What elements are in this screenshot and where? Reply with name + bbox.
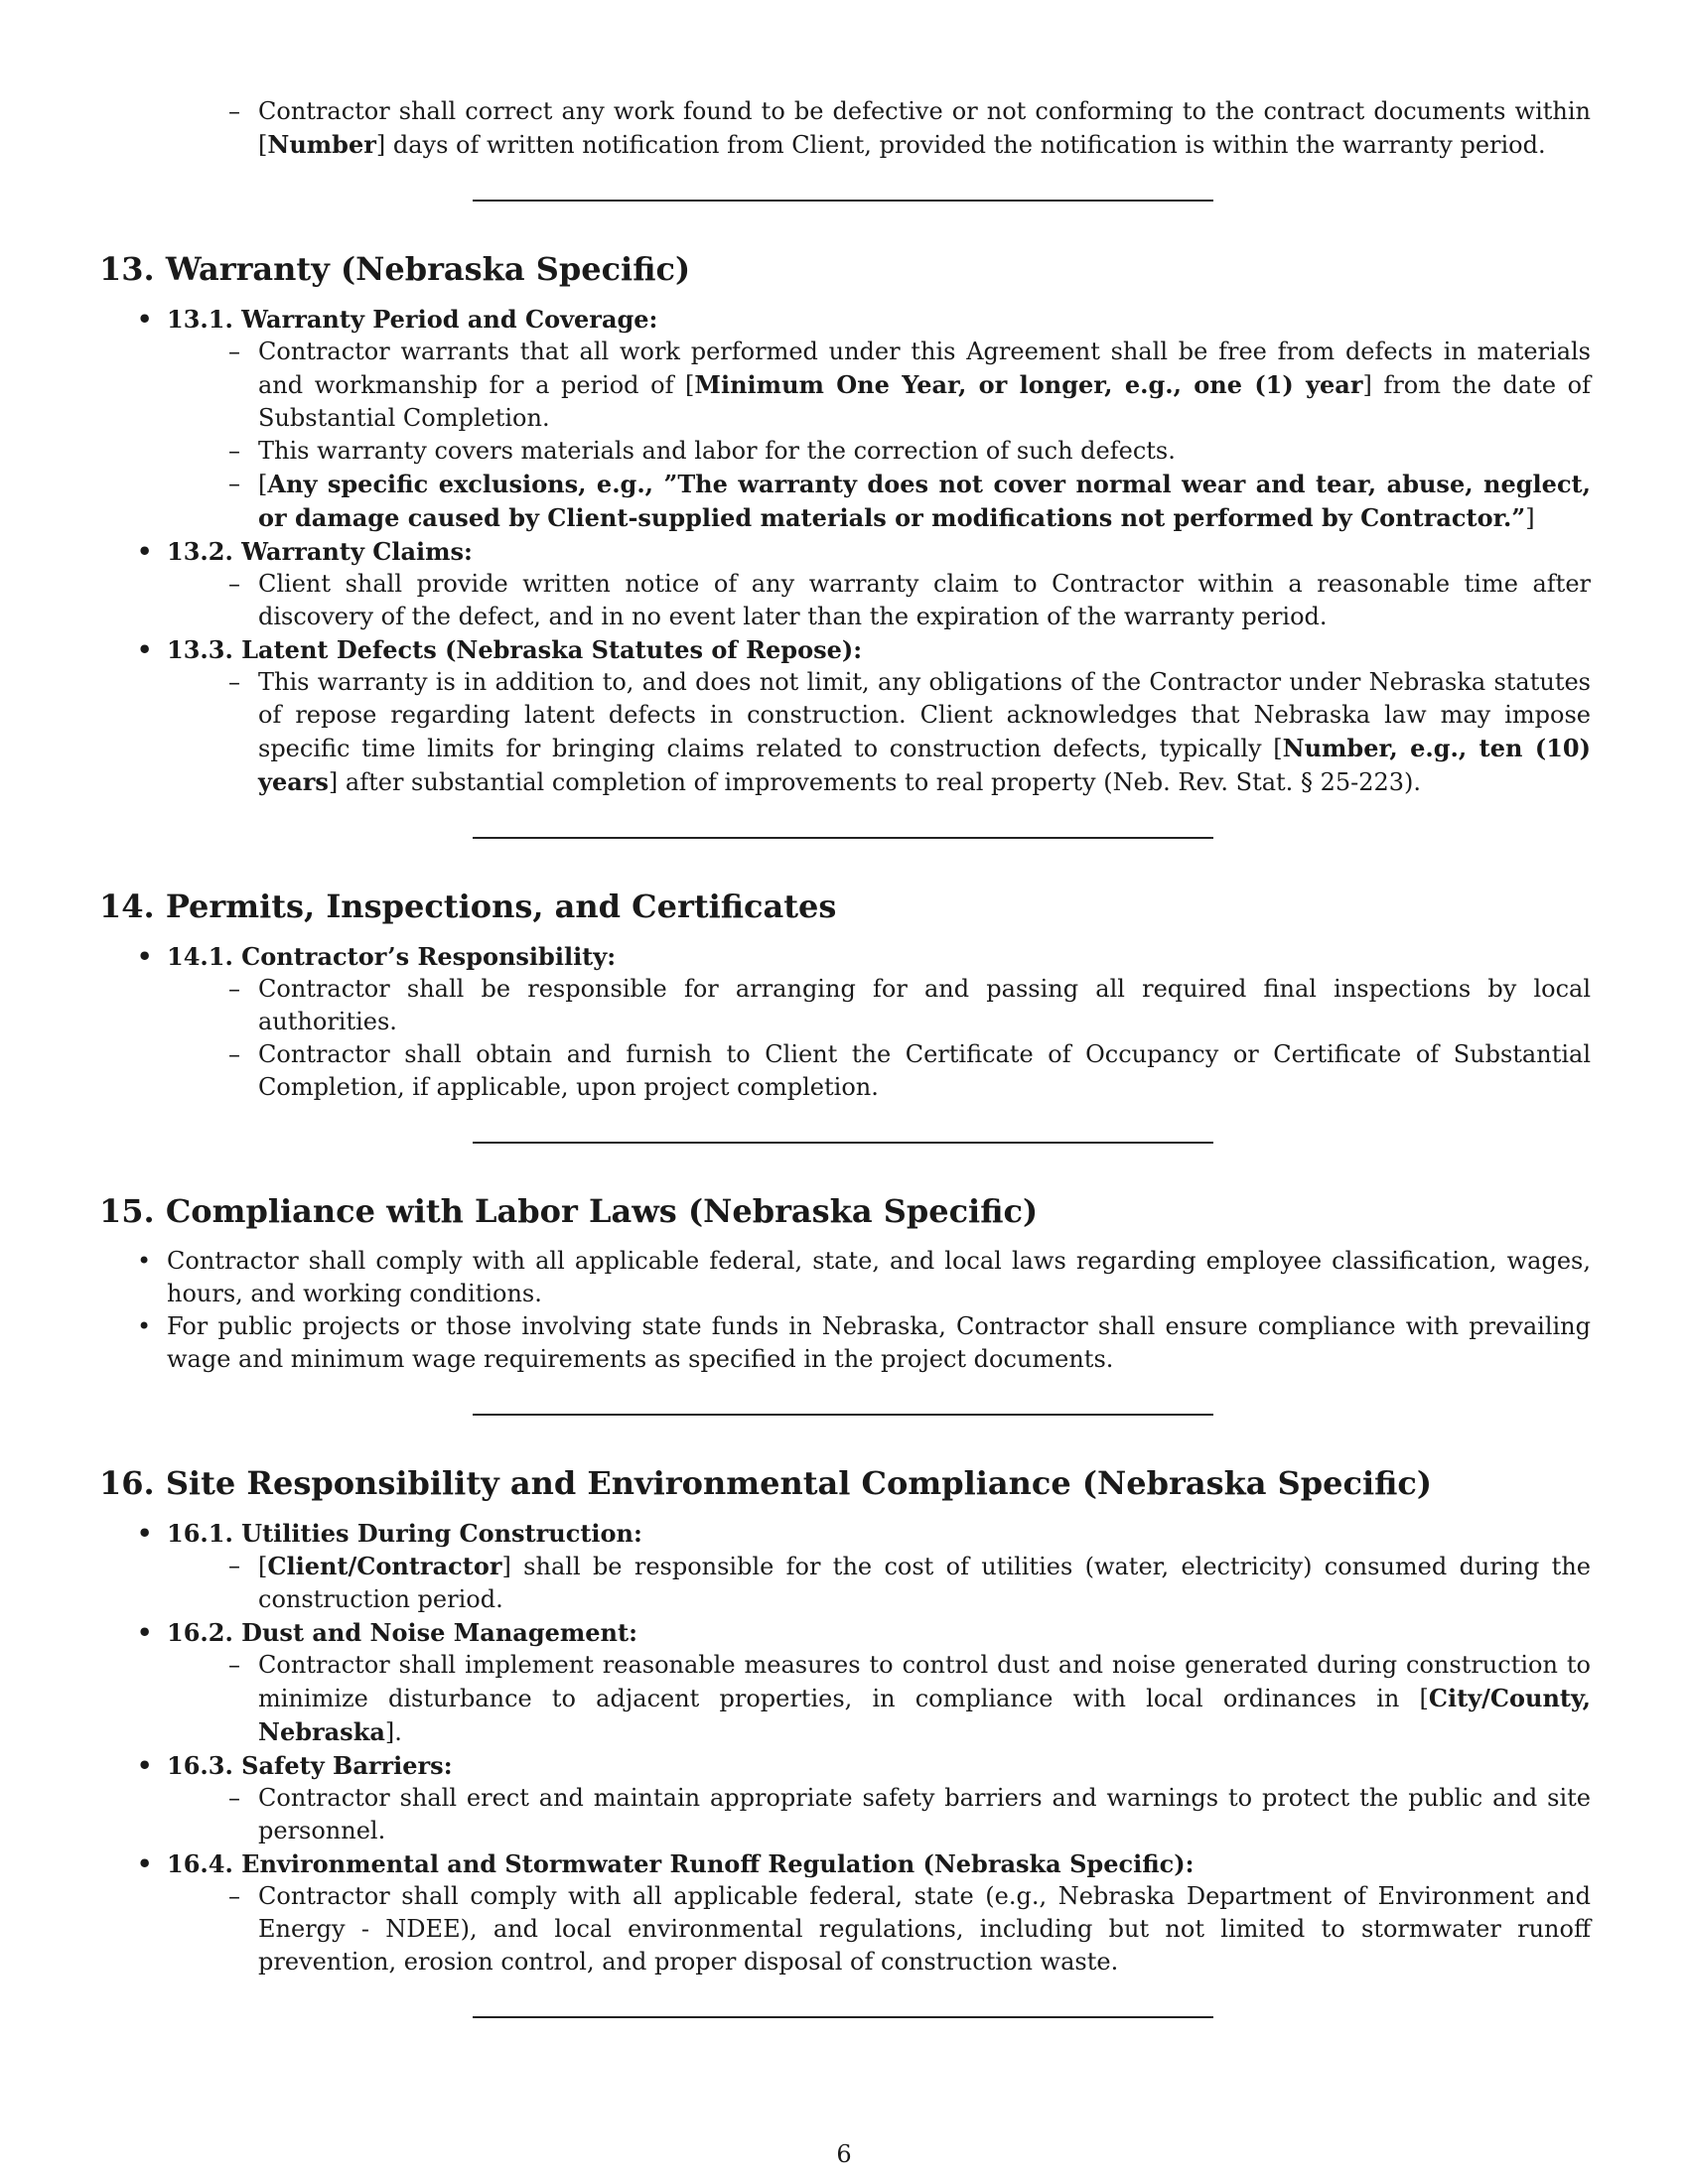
- certificate-clause: – Contractor shall obtain and furnish to Client the Certificate of Occupancy or Certificate of Substantial Completion, if applicable, upon project completion.: [228, 1038, 1591, 1104]
- latent-defects-clause: – This warranty is in addition to, and does not limit, any obligations of the Contractor under Nebraska statutes of repose regarding latent defects in construction. Client acknowledges that Nebraska law may impose specific time limits for bringing claims related to construction defects, typically [Number, e.g., ten (10) years] after substantial completion of improvements to real property (Neb. Rev. Stat. § 25-223).: [228, 666, 1591, 799]
- subsection-13-2-heading: • 13.2. Warranty Claims:: [137, 535, 1591, 568]
- subsection-16-3-heading: • 16.3. Safety Barriers:: [137, 1749, 1591, 1782]
- subsection-16-1-heading: • 16.1. Utilities During Construction:: [137, 1517, 1591, 1550]
- warranty-coverage-clause: – This warranty covers materials and labor for the correction of such defects.: [228, 435, 1591, 468]
- section-16-heading: 16. Site Responsibility and Environmental Compliance (Nebraska Specific): [99, 1464, 1433, 1502]
- subsection-16-2-heading: • 16.2. Dust and Noise Management:: [137, 1616, 1591, 1649]
- labor-laws-clause: • Contractor shall comply with all applicable federal, state, and local laws regarding employee classification, wages, hours, and working conditions.: [137, 1245, 1591, 1310]
- section-13-heading: 13. Warranty (Nebraska Specific): [99, 250, 691, 288]
- section-divider: [473, 837, 1213, 839]
- warranty-exclusions-clause: – [Any specific exclusions, e.g., ”The warranty does not cover normal wear and tear, abuse, neglect, or damage caused by Client-supplied materials or modifications not performed by Contractor.”]: [228, 468, 1591, 535]
- inspections-clause: – Contractor shall be responsible for arranging for and passing all required final inspections by local authorities.: [228, 973, 1591, 1038]
- subsection-14-1-heading: • 14.1. Contractor’s Responsibility:: [137, 940, 1591, 973]
- page-number: 6: [836, 2140, 852, 2168]
- section-divider: [473, 1414, 1213, 1416]
- section-divider: [473, 1142, 1213, 1144]
- dust-noise-clause: – Contractor shall implement reasonable measures to control dust and noise generated during construction to minimize disturbance to adjacent properties, in compliance with local ordinances in [City/County, Nebraska].: [228, 1649, 1591, 1749]
- warranty-claims-clause: – Client shall provide written notice of any warranty claim to Contractor within a reasonable time after discovery of the defect, and in no event later than the expiration of the warranty period.: [228, 568, 1591, 633]
- subsection-13-3-heading: • 13.3. Latent Defects (Nebraska Statutes of Repose):: [137, 633, 1591, 666]
- environmental-clause: – Contractor shall comply with all applicable federal, state (e.g., Nebraska Department of Environment and Energy - NDEE), and local environmental regulations, including but not limited to stormwater runoff prevention, erosion control, and proper disposal of construction waste.: [228, 1880, 1591, 1979]
- prevailing-wage-clause: • For public projects or those involving state funds in Nebraska, Contractor shall ensure compliance with prevailing wage and minimum wage requirements as specified in the project documents.: [137, 1310, 1591, 1376]
- subsection-13-1-heading: • 13.1. Warranty Period and Coverage:: [137, 303, 1591, 336]
- section-divider: [473, 2016, 1213, 2018]
- utilities-clause: – [Client/Contractor] shall be responsible for the cost of utilities (water, electricity) consumed during the construction period.: [228, 1550, 1591, 1616]
- section-14-heading: 14. Permits, Inspections, and Certificates: [99, 887, 837, 925]
- safety-barriers-clause: – Contractor shall erect and maintain appropriate safety barriers and warnings to protect the public and site personnel.: [228, 1782, 1591, 1847]
- section-15-heading: 15. Compliance with Labor Laws (Nebraska Specific): [99, 1192, 1039, 1230]
- page-content: [99, 95, 1591, 2018]
- section-divider: [473, 200, 1213, 202]
- warranty-period-clause: – Contractor warrants that all work performed under this Agreement shall be free from defects in materials and workmanship for a period of [Minimum One Year, or longer, e.g., one (1) year] from the date of Substantial Completion.: [228, 336, 1591, 435]
- intro-correction-clause: – Contractor shall correct any work found to be defective or not conforming to the contract documents within [Number] days of written notification from Client, provided the notification is within the warranty period.: [228, 95, 1591, 162]
- subsection-16-4-heading: • 16.4. Environmental and Stormwater Runoff Regulation (Nebraska Specific):: [137, 1847, 1591, 1880]
